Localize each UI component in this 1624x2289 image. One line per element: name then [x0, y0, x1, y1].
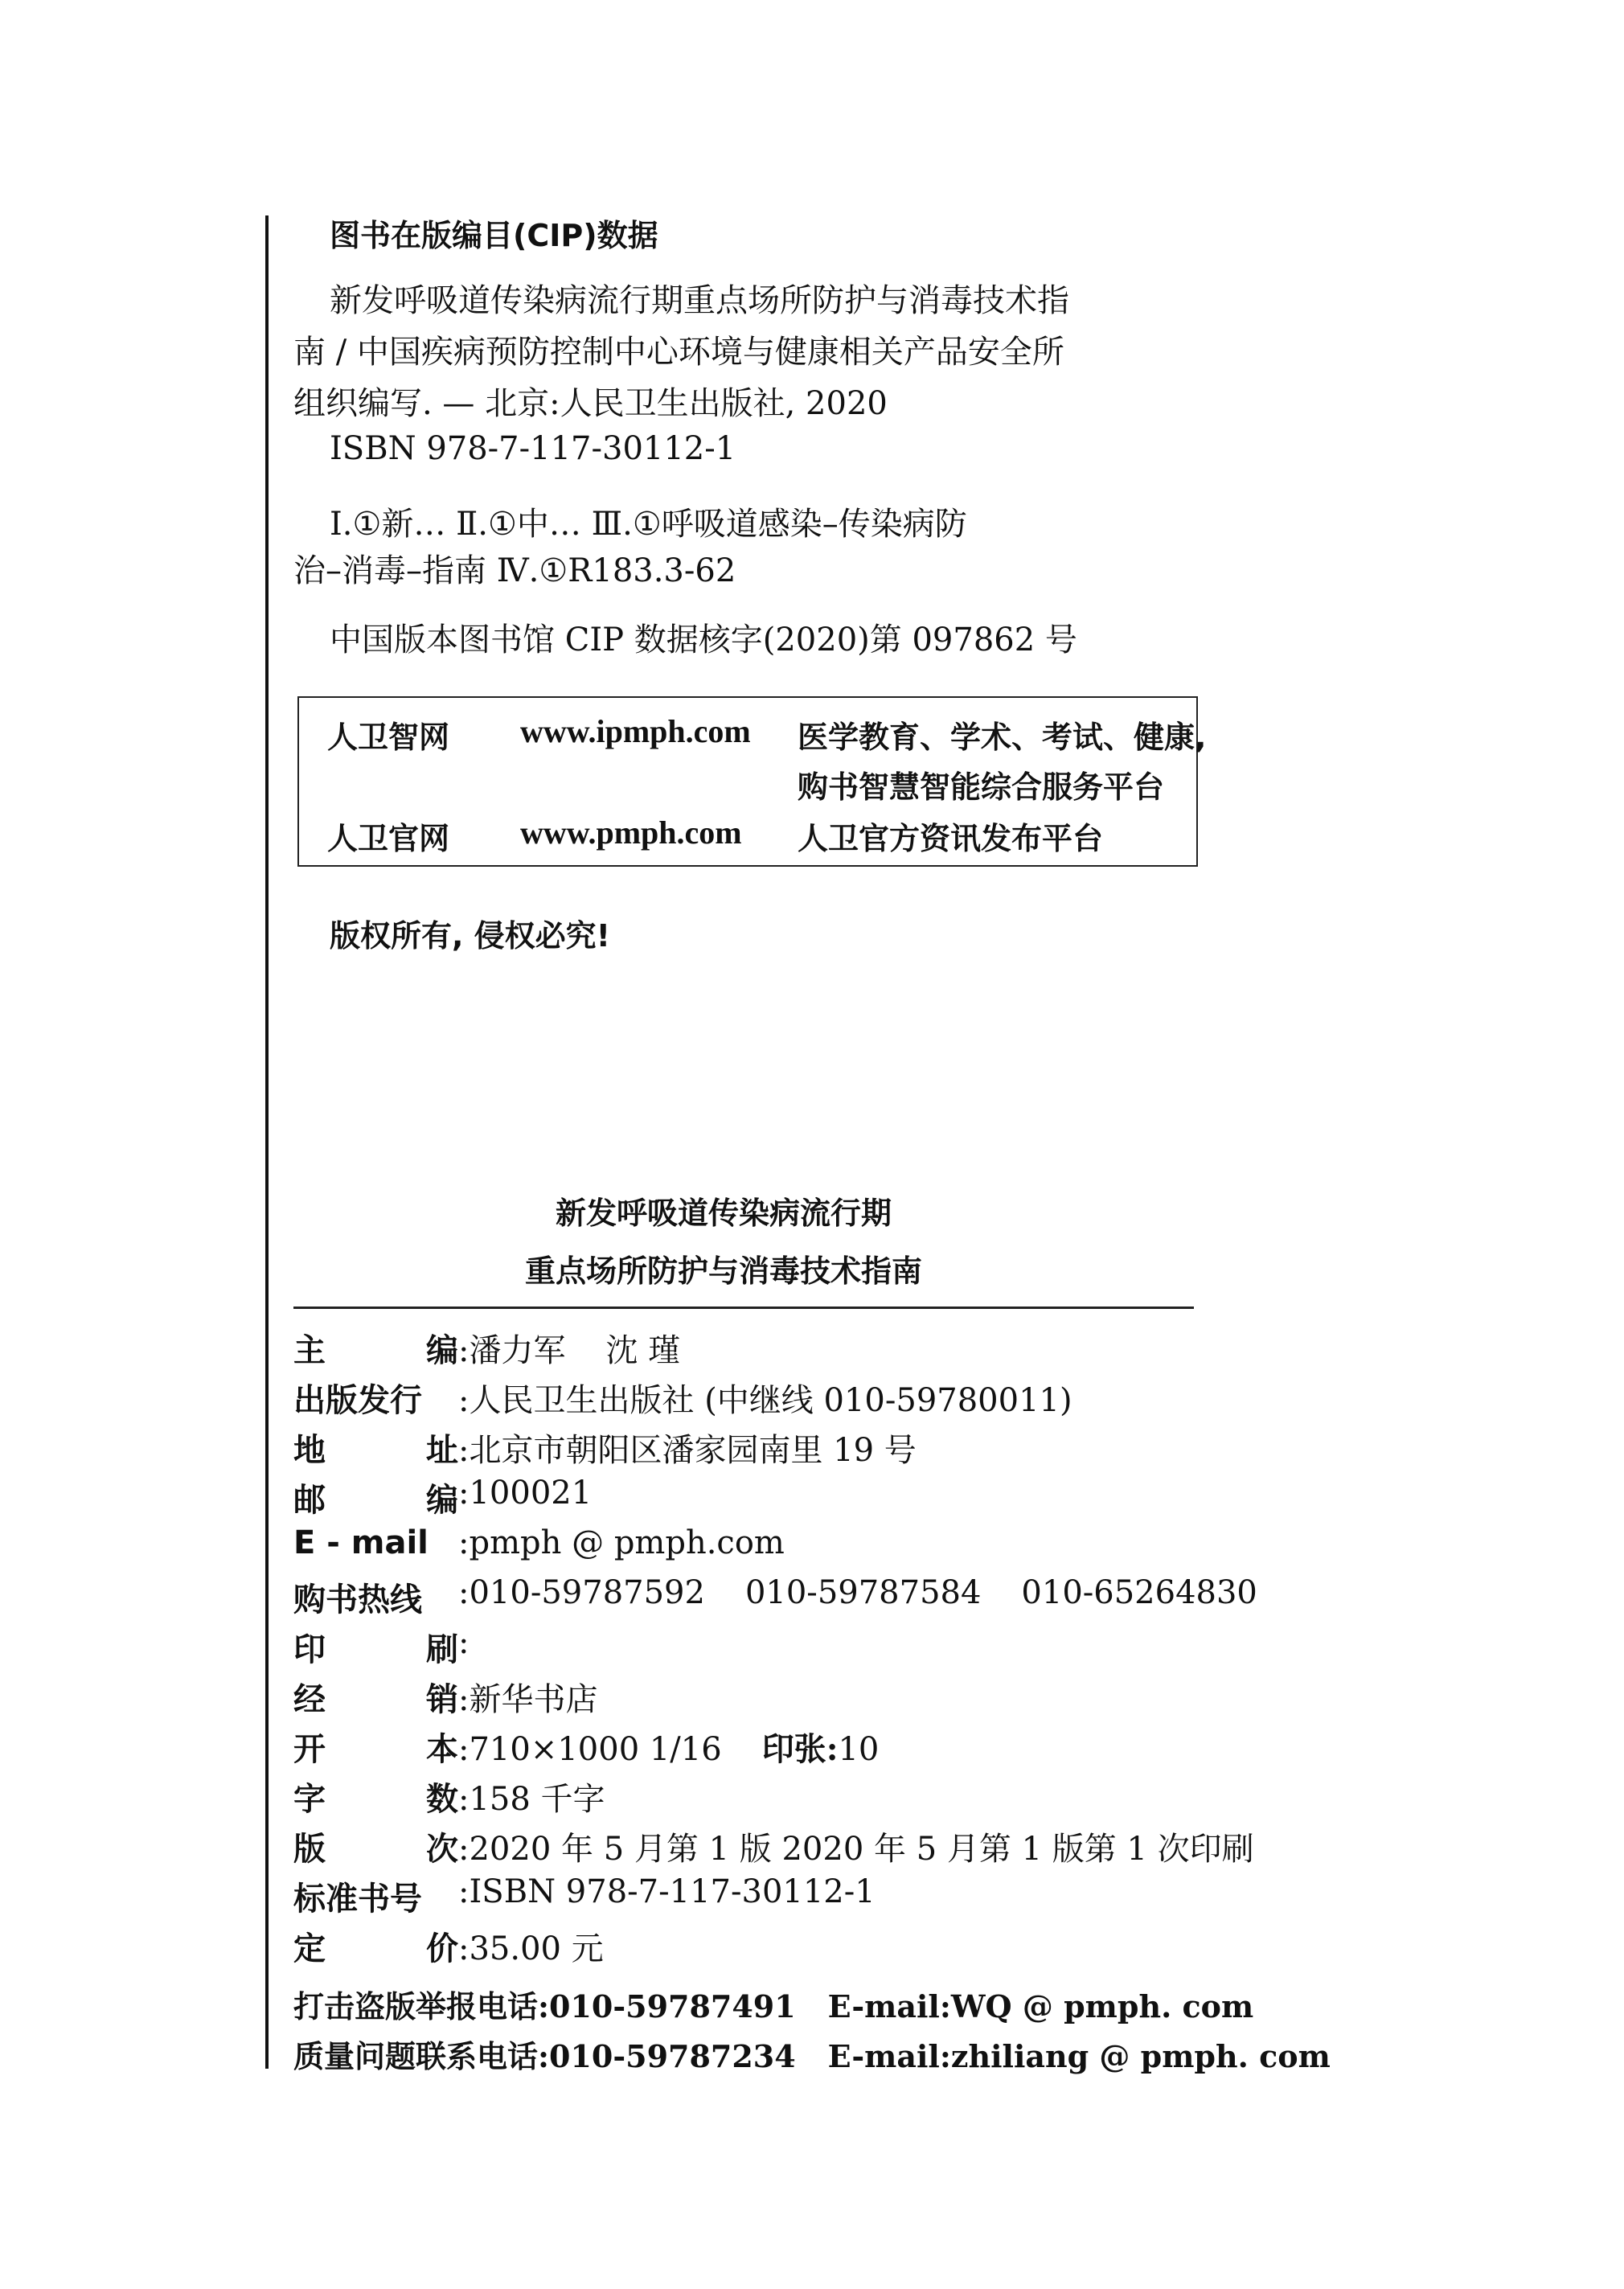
- info-label: 标准书号: [293, 1881, 422, 1918]
- piracy-report: 打击盗版举报电话:010-59787491 E-mail:WQ @ pmph. com: [293, 1988, 1254, 2024]
- cip-class-line-1: Ⅰ.①新… Ⅱ.①中… Ⅲ.①呼吸道感染–传染病防: [330, 506, 967, 543]
- info-label: 开 本: [293, 1731, 458, 1768]
- copyright-notice: 版权所有, 侵权必究!: [330, 918, 610, 954]
- website-desc: 医学教育、学术、考试、健康,: [798, 720, 1207, 755]
- info-value: :人民卫生出版社 (中继线 010-59780011): [458, 1382, 1072, 1419]
- info-label: 购书热线: [293, 1581, 422, 1618]
- cip-desc-line-3: 组织编写. — 北京:人民卫生出版社, 2020: [293, 385, 888, 422]
- website-name: 人卫官网: [327, 821, 450, 856]
- info-label: 邮 编: [293, 1482, 458, 1519]
- info-label: 经 销: [293, 1681, 458, 1718]
- info-value: :pmph @ pmph.com: [458, 1524, 785, 1561]
- website-desc-cont: 购书智慧智能综合服务平台: [798, 769, 1165, 805]
- info-value: :158 千字: [458, 1781, 605, 1818]
- info-value: :新华书店: [458, 1681, 598, 1718]
- cip-description: [293, 275, 1122, 429]
- book-title-line-1: 新发呼吸道传染病流行期: [555, 1196, 892, 1231]
- info-label: 地 址: [293, 1432, 458, 1469]
- info-label: 版 次: [293, 1831, 458, 1868]
- info-value: :: [458, 1624, 470, 1661]
- title-divider: [293, 1307, 1194, 1309]
- info-label: 印 刷: [293, 1631, 458, 1668]
- cip-heading: 图书在版编目(CIP)数据: [330, 218, 658, 253]
- book-title-line-2: 重点场所防护与消毒技术指南: [524, 1253, 922, 1289]
- quality-email-link[interactable]: zhiliang @ pmph. com: [950, 2038, 1331, 2074]
- info-value: :710×1000 1/16 印张:10: [458, 1730, 880, 1768]
- cip-isbn: ISBN 978-7-117-30112-1: [330, 430, 736, 467]
- info-value: :潘力军 沈 瑾: [458, 1332, 681, 1369]
- cip-class-line-2: 治–消毒–指南 Ⅳ.①R183.3-62: [293, 552, 736, 589]
- website-url-link[interactable]: www.ipmph.com: [520, 713, 751, 749]
- website-url-link[interactable]: www.pmph.com: [520, 814, 742, 851]
- info-value: :010-59787592 010-59787584 010-65264830: [458, 1574, 1257, 1611]
- info-label: E - mail: [293, 1524, 429, 1561]
- info-value: :北京市朝阳区潘家园南里 19 号: [458, 1432, 917, 1469]
- info-label: 定 价: [293, 1930, 458, 1967]
- cip-number: 中国版本图书馆 CIP 数据核字(2020)第 097862 号: [330, 621, 1077, 658]
- info-label: 出版发行: [293, 1382, 422, 1419]
- info-label: 字 数: [293, 1781, 458, 1818]
- cip-desc-line-2: 南 / 中国疾病预防控制中心环境与健康相关产品安全所: [293, 334, 1064, 371]
- quality-contact: 质量问题联系电话:010-59787234 E-mail:zhiliang @ pmph. com: [293, 2038, 1331, 2074]
- info-value: :100021: [458, 1475, 593, 1512]
- info-value: :ISBN 978-7-117-30112-1: [458, 1873, 876, 1910]
- info-value: :35.00 元: [458, 1930, 604, 1967]
- website-desc: 人卫官方资讯发布平台: [798, 821, 1104, 856]
- piracy-email-link[interactable]: WQ @ pmph. com: [950, 1988, 1254, 2024]
- info-label: 主 编: [293, 1332, 458, 1369]
- website-name: 人卫智网: [327, 720, 450, 755]
- margin-rule: [265, 215, 269, 2069]
- email-link[interactable]: pmph @ pmph.com: [469, 1524, 785, 1561]
- website-box: [297, 696, 1207, 867]
- info-value: :2020 年 5 月第 1 版 2020 年 5 月第 1 版第 1 次印刷: [458, 1831, 1254, 1868]
- cip-desc-line-1: 新发呼吸道传染病流行期重点场所防护与消毒技术指: [330, 282, 1069, 319]
